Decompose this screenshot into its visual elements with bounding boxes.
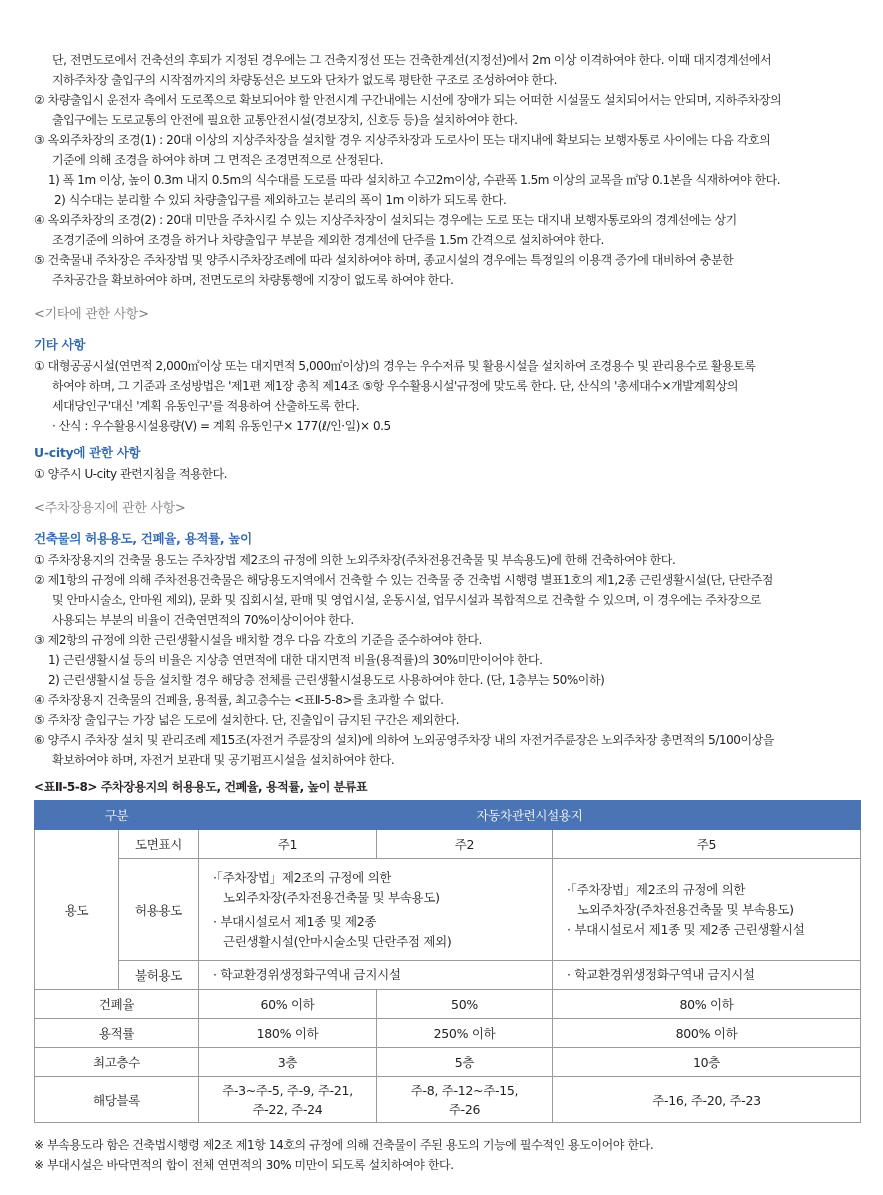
table-header-gubun: 구분 xyxy=(35,801,199,830)
row-label-bulheoyong: 불허용도 xyxy=(119,961,199,990)
cell-line: · 부대시설로서 제1종 및 제2종 근린생활시설 xyxy=(567,921,805,937)
subheading-ucity: U-city에 관한 사항 xyxy=(34,445,141,460)
text-line: 2) 식수대는 분리할 수 있되 차량출입구를 제외하고는 분리의 폭이 1m 이하가 되도록 한다. xyxy=(54,193,507,207)
table-row xyxy=(35,990,861,1019)
column-label-c1: 주1 xyxy=(199,830,377,859)
cell-line: 노외주차장(주차전용건축물 및 부속용도) xyxy=(577,901,794,917)
text-line: ⑥ 양주시 주차장 설치 및 관리조례 제15조(자전거 주륜장의 설치)에 의하여 노외공영주차장 내의 자전거주륜장은 노외주차장 총면적의 5/100이상을 xyxy=(34,733,774,747)
table-cell xyxy=(377,1077,553,1123)
table-cell: 80% 이하 xyxy=(553,990,861,1019)
table-cell: 50% xyxy=(377,990,553,1019)
document-page xyxy=(34,50,860,1175)
subheading-parking: 건축물의 허용용도, 건폐율, 용적률, 높이 xyxy=(34,531,252,546)
text-line: 1) 폭 1m 이상, 높이 0.3m 내지 0.5m의 식수대를 도로를 따라 설치하고 수고2m이상, 수관폭 1.5m 이상의 교목을 ㎡당 0.1본을 식재하여야 한다. xyxy=(48,173,781,187)
text-line: ① 양주시 U-city 관련지침을 적용한다. xyxy=(34,467,227,481)
subheading-misc: 기타 사항 xyxy=(34,337,86,352)
table-row xyxy=(35,830,861,859)
row-label-dometitle: 도면표시 xyxy=(119,830,199,859)
table-cell: 10층 xyxy=(553,1048,861,1077)
text-line: 조경기준에 의하여 조경을 하거나 차량출입구 부분을 제외한 경계선에 단주를 1.5m 간격으로 설치하여야 한다. xyxy=(52,233,604,247)
table-row xyxy=(35,1019,861,1048)
row-label-geonpye: 건폐율 xyxy=(35,990,199,1019)
text-line: ⑤ 주차장 출입구는 가장 넓은 도로에 설치한다. 단, 진출입이 금지된 구간은 제외한다. xyxy=(34,713,460,727)
row-label-yongjeok: 용적률 xyxy=(35,1019,199,1048)
text-line: ① 대형공공시설(연면적 2,000㎡이상 또는 대지면적 5,000㎡이상)의 경우는 우수저류 및 활용시설을 설치하여 조경용수 및 관리용수로 활용토록 xyxy=(34,359,756,373)
table-cell: 주-16, 주-20, 주-23 xyxy=(553,1077,861,1123)
table-row xyxy=(35,961,861,990)
column-label-c3: 주5 xyxy=(553,830,861,859)
column-label-c2: 주2 xyxy=(377,830,553,859)
cell-line: 근린생활시설(안마시술소및 단란주점 제외) xyxy=(223,933,452,949)
text-line: 출입구에는 도로교통의 안전에 필요한 교통안전시설(경보장치, 신호등 등)을 설치하여야 한다. xyxy=(52,113,518,127)
row-label-floor: 최고층수 xyxy=(35,1048,199,1077)
table-cell: 800% 이하 xyxy=(553,1019,861,1048)
parking-land-table xyxy=(34,800,861,1123)
table-caption: <표Ⅱ-5-8> 주차장용지의 허용용도, 건폐율, 용적률, 높이 분류표 xyxy=(34,780,368,794)
text-line: ④ 주차장용지 건축물의 건폐율, 용적률, 최고층수는 <표Ⅱ-5-8>를 초과할 수 없다. xyxy=(34,693,444,707)
table-row xyxy=(35,1077,861,1123)
text-line: 단, 전면도로에서 건축선의 후퇴가 지정된 경우에는 그 건축지정선 또는 건축한계선(지정선)에서 2m 이상 이격하여야 한다. 이때 대지경계선에서 xyxy=(52,53,772,67)
cell-line: 주-22, 주-24 xyxy=(252,1101,323,1117)
text-line: 확보하여야 하며, 자전거 보관대 및 공기펌프시설을 설치하여야 한다. xyxy=(52,753,395,767)
text-line: 2) 근린생활시설 등을 설치할 경우 해당층 전체를 근린생활시설용도로 사용하여야 한다. (단, 1층부는 50%이하) xyxy=(48,673,605,687)
section-heading-parking: <주차장용지에 관한 사항> xyxy=(34,501,186,516)
prohibited-use-cell-5: · 학교환경위생정화구역내 금지시설 xyxy=(553,961,861,990)
row-label-yongdo: 용도 xyxy=(35,830,119,990)
table-row xyxy=(35,1048,861,1077)
text-line: ⑤ 건축물내 주차장은 주차장법 및 양주시주차장조례에 따라 설치하여야 하며, 종교시설의 경우에는 특정일의 이용객 증가에 대비하여 충분한 xyxy=(34,253,734,267)
section-heading-misc: <기타에 관한 사항> xyxy=(34,307,149,322)
text-line: ③ 옥외주차장의 조경(1) : 20대 이상의 지상주차장을 설치할 경우 지상주차장과 도로사이 또는 대지내에 확보되는 보행자통로 사이에는 다음 각호의 xyxy=(34,133,771,147)
text-line: 주차공간을 확보하여야 하며, 전면도로의 차량통행에 지장이 없도록 하여야 한다. xyxy=(52,273,454,287)
footnote: ※ 부대시설은 바닥면적의 합이 전체 연면적의 30% 미만이 되도록 설치하여야 한다. xyxy=(34,1158,454,1172)
table-cell: 3층 xyxy=(199,1048,377,1077)
text-line: 세대당인구'대신 '계획 유동인구'를 적용하여 산출하도록 한다. xyxy=(52,399,360,413)
text-line: ② 제1항의 규정에 의해 주차전용건축물은 해당용도지역에서 건축할 수 있는 건축물 중 건축법 시행령 별표1호의 제1,2종 근린생활시설(단, 단란주점 xyxy=(34,573,773,587)
formula-line: · 산식 : 우수활용시설용량(V) = 계획 유동인구× 177(ℓ/인·일)× 0.5 xyxy=(52,419,391,433)
table-cell: 60% 이하 xyxy=(199,990,377,1019)
cell-line: 주-3~주-5, 주-9, 주-21, xyxy=(222,1082,353,1098)
text-line: 하여야 하며, 그 기준과 조성방법은 '제1편 제1장 총칙 제14조 ⑤항 우수활용시설'규정에 맞도록 한다. 단, 산식의 '총세대수×개발계획상의 xyxy=(52,379,739,393)
table-cell: 5층 xyxy=(377,1048,553,1077)
row-label-block: 해당블록 xyxy=(35,1077,199,1123)
text-line: 사용되는 부분의 비율이 건축연면적의 70%이상이어야 한다. xyxy=(52,613,354,627)
allowed-use-cell-5 xyxy=(553,859,861,961)
text-line: 및 안마시술소, 안마원 제외), 문화 및 집회시설, 판매 및 영업시설, 운동시설, 업무시설과 복합적으로 건축할 수 있으며, 이 경우에는 주차장으로 xyxy=(52,593,761,607)
text-line: ① 주차장용지의 건축물 용도는 주차장법 제2조의 규정에 의한 노외주차장(주차전용건축물 및 부속용도)에 한해 건축하여야 한다. xyxy=(34,553,676,567)
allowed-use-cell-12 xyxy=(199,859,553,961)
cell-line: ·「주차장법」제2조의 규정에 의한 xyxy=(567,881,746,897)
cell-line: 주-26 xyxy=(448,1101,481,1117)
text-line: 기준에 의해 조경을 하여야 하며 그 면적은 조경면적으로 산정된다. xyxy=(52,153,384,167)
cell-line: 노외주차장(주차전용건축물 및 부속용도) xyxy=(223,889,440,905)
table-cell: 250% 이하 xyxy=(377,1019,553,1048)
text-line: ② 차량출입시 운전자 측에서 도로쪽으로 확보되어야 할 안전시계 구간내에는 시선에 장애가 되는 어떠한 시설물도 설치되어서는 안되며, 지하주차장의 xyxy=(34,93,782,107)
text-line: 1) 근린생활시설 등의 비율은 지상층 연면적에 대한 대지면적 비율(용적률)의 30%미만이어야 한다. xyxy=(48,653,543,667)
text-line: 지하주차장 출입구의 시작점까지의 차량동선은 보도와 단차가 없도록 평탄한 구조로 조성하여야 한다. xyxy=(52,73,557,87)
parking-entrance-paragraphs xyxy=(34,50,860,290)
table-cell: 180% 이하 xyxy=(199,1019,377,1048)
text-line: ③ 제2항의 규정에 의한 근린생활시설을 배치할 경우 다음 각호의 기준을 준수하여야 한다. xyxy=(34,633,482,647)
footnote: ※ 부속용도라 함은 건축법시행령 제2조 제1항 14호의 규정에 의해 건축물이 주된 용도의 기능에 필수적인 용도이어야 한다. xyxy=(34,1138,654,1152)
text-line: ④ 옥외주차장의 조경(2) : 20대 미만을 주차시킬 수 있는 지상주차장이 설치되는 경우에는 도로 또는 대지내 보행자통로와의 경계선에는 상기 xyxy=(34,213,737,227)
cell-line: ·「주차장법」제2조의 규정에 의한 xyxy=(213,869,392,885)
table-cell xyxy=(199,1077,377,1123)
cell-line: 주-8, 주-12~주-15, xyxy=(410,1082,519,1098)
cell-line: · 부대시설로서 제1종 및 제2종 xyxy=(213,913,377,929)
table-header-zone: 자동차관련시설용지 xyxy=(199,801,861,830)
row-label-heoyong: 허용용도 xyxy=(119,859,199,961)
prohibited-use-cell-12: · 학교환경위생정화구역내 금지시설 xyxy=(199,961,553,990)
table-row xyxy=(35,859,861,961)
